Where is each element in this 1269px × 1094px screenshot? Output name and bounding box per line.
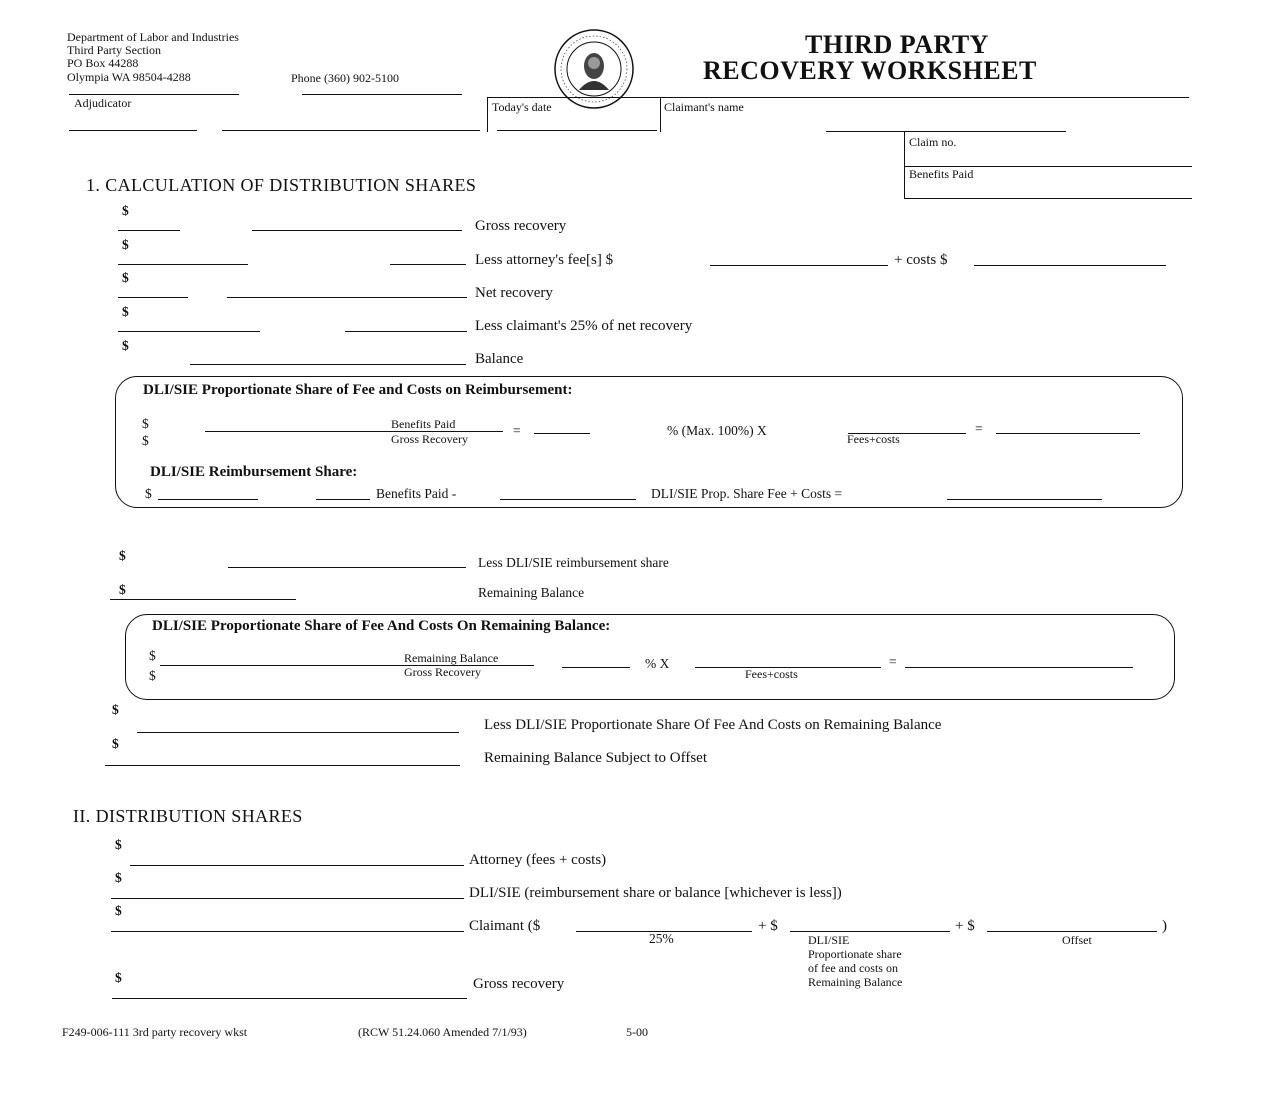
rule — [118, 264, 248, 265]
box1-numerator: Benefits Paid — [391, 417, 456, 431]
label-dli-1: DLI/SIE — [808, 933, 850, 947]
label-offset: Offset — [1062, 933, 1092, 947]
dollar-sign: $ — [149, 668, 156, 683]
equals-sign: = — [513, 423, 521, 438]
todays-date-label: Today's date — [492, 100, 552, 114]
form-title-line1: THIRD PARTY — [805, 30, 989, 59]
rule — [534, 433, 590, 434]
rule — [252, 230, 462, 231]
less-attorney-fee-label: Less attorney's fee[s] $ — [475, 252, 614, 268]
rule — [158, 499, 258, 500]
rule — [190, 364, 466, 365]
box1-reimb-title: DLI/SIE Reimbursement Share: — [150, 464, 358, 480]
claimant-25-share-input[interactable] — [576, 915, 752, 929]
box1-prop-share-input[interactable] — [947, 484, 1102, 498]
rule — [826, 131, 1066, 132]
dollar-sign: $ — [142, 416, 149, 431]
dollar-sign: $ — [115, 903, 122, 918]
label-dli-4: Remaining Balance — [808, 975, 903, 989]
dollar-sign: $ — [122, 203, 129, 218]
box1-benefits-paid-input[interactable] — [500, 484, 636, 498]
rule — [111, 898, 464, 899]
claimant-share-label: Claimant ($ — [469, 918, 541, 934]
remaining-balance-input[interactable] — [112, 583, 467, 597]
plus-dollar: + $ — [955, 918, 975, 934]
dollar-sign: $ — [115, 970, 122, 985]
box2-numerator: Remaining Balance — [404, 651, 499, 665]
box2-fees-costs-label: Fees+costs — [745, 667, 798, 681]
rule — [974, 265, 1166, 266]
rule — [222, 130, 480, 131]
box1-title: DLI/SIE Proportionate Share of Fee and Costs on Reimbursement: — [143, 382, 573, 398]
dollar-sign: $ — [119, 548, 126, 563]
dollar-sign: $ — [122, 338, 129, 353]
dollar-sign: $ — [115, 870, 122, 885]
rule — [69, 130, 197, 131]
box1-benefits-paid-minus: Benefits Paid - — [376, 486, 457, 501]
plus-costs-label: + costs $ — [894, 252, 948, 268]
dollar-sign: $ — [112, 736, 119, 751]
box2-result-input[interactable] — [905, 652, 1133, 666]
adjudicator-label: Adjudicator — [74, 96, 132, 110]
box1-fees-costs-input[interactable] — [848, 418, 966, 432]
box2-denominator: Gross Recovery — [404, 665, 481, 679]
claimant-share-input[interactable] — [112, 915, 464, 929]
divider — [487, 97, 488, 132]
rcw-reference: (RCW 51.24.060 Amended 7/1/93) — [358, 1025, 527, 1039]
box1-percent-label: % (Max. 100%) X — [667, 423, 767, 438]
dli-sie-share-label: DLI/SIE (reimbursement share or balance [whichever is less]) — [469, 885, 842, 901]
dli-prop-share-input[interactable] — [790, 915, 950, 929]
dept-phone: Phone (360) 902-5100 — [291, 71, 399, 85]
gross-recovery-total-label: Gross recovery — [473, 976, 565, 992]
claim-no-input[interactable] — [960, 148, 1185, 162]
attorney-share-label: Attorney (fees + costs) — [469, 852, 607, 868]
rule — [137, 732, 459, 733]
costs-input[interactable] — [975, 250, 1165, 264]
box1-denominator: Gross Recovery — [391, 432, 468, 446]
rule — [118, 230, 180, 231]
claimant-name-label: Claimant's name — [664, 100, 744, 114]
less-dli-reimb-label: Less DLI/SIE reimbursement share — [478, 555, 669, 570]
form-title-line2: RECOVERY WORKSHEET — [703, 56, 1037, 85]
attorney-share-input[interactable] — [130, 849, 464, 863]
rule — [345, 331, 467, 332]
rule — [118, 331, 260, 332]
close-paren: ) — [1162, 918, 1167, 934]
balance-input[interactable] — [135, 348, 455, 362]
rule — [105, 765, 460, 766]
net-recovery-label: Net recovery — [475, 285, 553, 301]
rule — [110, 599, 296, 600]
box1-result-input[interactable] — [996, 418, 1140, 432]
rule — [316, 499, 370, 500]
less-dli-prop-input[interactable] — [137, 716, 459, 730]
less-dli-reimb-input[interactable] — [228, 551, 466, 565]
dollar-sign: $ — [145, 486, 152, 501]
adjudicator-input[interactable] — [70, 114, 470, 128]
offset-input[interactable] — [987, 915, 1157, 929]
net-recovery-input[interactable] — [135, 281, 455, 295]
dept-po-box: PO Box 44288 — [67, 56, 139, 70]
rule — [228, 567, 466, 568]
dept-city: Olympia WA 98504-4288 — [67, 70, 191, 84]
dollar-sign: $ — [149, 648, 156, 663]
attorney-fee-input[interactable] — [672, 250, 887, 264]
dollar-sign: $ — [119, 582, 126, 597]
benefits-paid-label: Benefits Paid — [909, 167, 974, 181]
rule — [69, 94, 239, 95]
plus-dollar: + $ — [758, 918, 778, 934]
rule — [497, 130, 657, 131]
remaining-offset-input[interactable] — [106, 749, 460, 763]
rule — [996, 433, 1140, 434]
label-dli-3: of fee and costs on — [808, 961, 898, 975]
rule — [710, 265, 888, 266]
revision-date: 5-00 — [626, 1025, 648, 1039]
attorney-fees-amount-input[interactable] — [135, 248, 455, 262]
gross-recovery-input[interactable] — [135, 214, 455, 228]
rule — [905, 667, 1133, 668]
dollar-sign: $ — [142, 433, 149, 448]
todays-date-input[interactable] — [495, 115, 655, 129]
box2-title: DLI/SIE Proportionate Share of Fee And Costs On Remaining Balance: — [152, 618, 611, 634]
claimant-name-input[interactable] — [665, 115, 1185, 129]
label-dli-2: Proportionate share — [808, 947, 902, 961]
box1-fees-costs-label: Fees+costs — [847, 432, 900, 446]
less-dli-prop-label: Less DLI/SIE Proportionate Share Of Fee And Costs on Remaining Balance — [484, 717, 942, 733]
rule — [562, 667, 630, 668]
section2-heading: II. DISTRIBUTION SHARES — [73, 806, 303, 826]
rule — [302, 94, 462, 95]
dollar-sign: $ — [112, 702, 119, 717]
rule — [487, 97, 1189, 98]
dollar-sign: $ — [122, 270, 129, 285]
dept-section: Third Party Section — [67, 43, 161, 57]
rule — [111, 931, 464, 932]
box1-percent-input[interactable] — [532, 418, 592, 432]
equals-sign: = — [889, 654, 897, 669]
gross-recovery-label: Gross recovery — [475, 218, 567, 234]
dollar-sign: $ — [115, 837, 122, 852]
rule — [790, 931, 950, 932]
dept-name: Department of Labor and Industries — [67, 30, 239, 44]
box1-prop-share-label: DLI/SIE Prop. Share Fee + Costs = — [651, 486, 843, 501]
balance-label: Balance — [475, 351, 524, 367]
dollar-sign: $ — [122, 237, 129, 252]
rule — [390, 264, 466, 265]
rule — [112, 998, 467, 999]
rule — [947, 499, 1102, 500]
box2-percent-label: % X — [645, 656, 670, 671]
dli-sie-share-input[interactable] — [112, 882, 464, 896]
less-claimant-25-label: Less claimant's 25% of net recovery — [475, 318, 693, 334]
rule — [118, 297, 188, 298]
claim-no-label: Claim no. — [909, 135, 957, 149]
form-number: F249-006-111 3rd party recovery wkst — [62, 1025, 248, 1039]
rule — [500, 499, 636, 500]
rule — [987, 931, 1157, 932]
benefits-paid-input[interactable] — [960, 182, 1185, 196]
dollar-sign: $ — [122, 304, 129, 319]
remaining-offset-label: Remaining Balance Subject to Offset — [484, 750, 708, 766]
rule — [130, 865, 464, 866]
box2-fees-costs-input[interactable] — [695, 652, 881, 666]
equals-sign: = — [975, 421, 983, 436]
remaining-balance-label: Remaining Balance — [478, 585, 585, 600]
claimant-25-input[interactable] — [135, 315, 455, 329]
section1-heading: 1. CALCULATION OF DISTRIBUTION SHARES — [86, 175, 477, 195]
rule — [227, 297, 467, 298]
divider — [660, 97, 661, 132]
rule — [905, 198, 1192, 199]
gross-recovery-total-input[interactable] — [113, 982, 467, 996]
box2-percent-input[interactable] — [562, 652, 630, 666]
reimbursement-share-input[interactable] — [158, 484, 368, 498]
label-25: 25% — [649, 931, 674, 946]
